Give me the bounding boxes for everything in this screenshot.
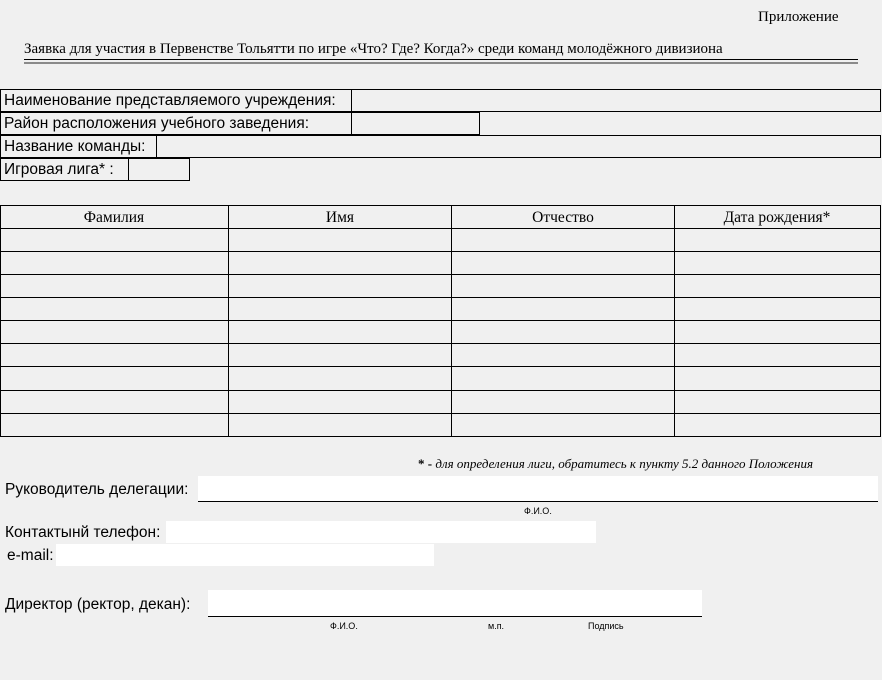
team-name-field[interactable]: [156, 135, 881, 158]
form-title: Заявка для участия в Первенстве Тольятти по игре «Что? Где? Когда?» среди команд молодёжного дивизиона: [24, 41, 723, 57]
column-header-birthdate: Дата рождения*: [723, 209, 831, 226]
delegation-head-caption: Ф.И.О.: [524, 506, 552, 516]
column-header-patronymic: Отчество: [532, 209, 594, 226]
email-field[interactable]: [56, 544, 434, 566]
contact-phone-label: Контактынй телефон:: [5, 524, 161, 541]
appendix-label: Приложение: [758, 9, 839, 25]
delegation-head-label: Руководитель делегации:: [5, 481, 189, 498]
delegation-head-field[interactable]: [198, 476, 878, 501]
director-caption-name: Ф.И.О.: [330, 621, 358, 631]
league-label: Игровая лига* :: [4, 161, 114, 178]
title-underline-shadow: [24, 62, 858, 64]
title-underline: [24, 59, 858, 60]
institution-label: Наименование представляемого учреждения:: [4, 92, 336, 109]
director-caption-seal: м.п.: [488, 621, 505, 631]
institution-field[interactable]: [351, 89, 881, 112]
district-label: Район расположения учебного заведения:: [4, 115, 310, 132]
footnote-text: для определения лиги, обратитесь к пункту 5.2 данного Положения: [435, 456, 814, 471]
column-header-name: Имя: [325, 209, 355, 226]
delegation-head-underline: [198, 501, 878, 502]
director-caption-signature: Подпись: [588, 621, 624, 631]
footnote: [418, 456, 813, 472]
director-field[interactable]: [208, 590, 702, 616]
league-field[interactable]: [128, 158, 190, 181]
contact-phone-field[interactable]: [166, 521, 596, 543]
footnote-star: * -: [418, 456, 433, 471]
district-field[interactable]: [351, 112, 480, 135]
director-underline: [208, 616, 702, 617]
director-label: Директор (ректор, декан):: [5, 596, 191, 613]
team-name-label: Название команды:: [4, 138, 146, 155]
column-header-surname: Фамилия: [83, 209, 145, 226]
team-members-table: [0, 205, 882, 437]
email-label: e-mail:: [7, 547, 54, 564]
